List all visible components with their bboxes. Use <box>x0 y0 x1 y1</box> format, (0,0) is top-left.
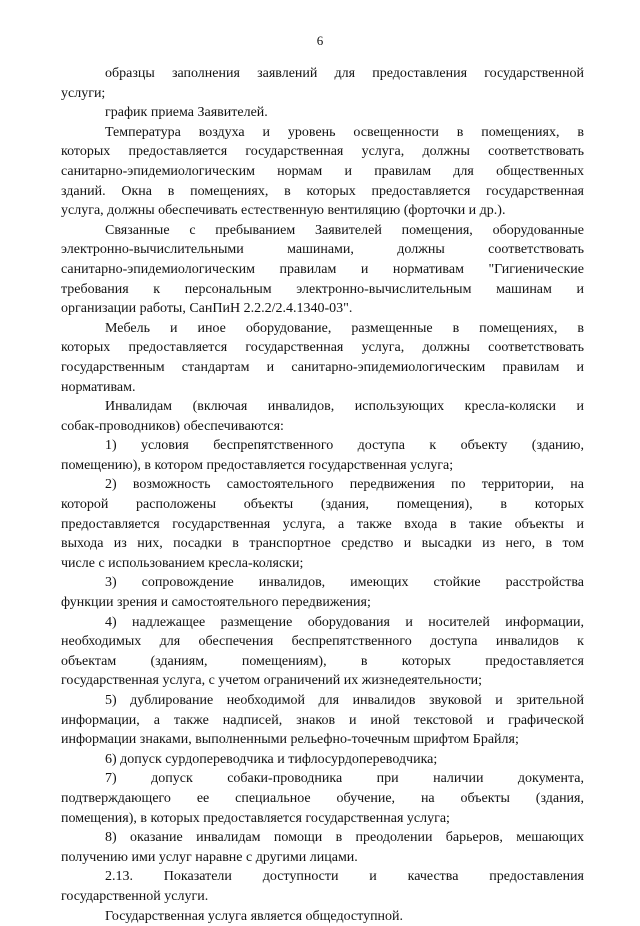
paragraph <box>61 221 584 319</box>
paragraph-line: помещения), в которых предоставляется государственная услуга; <box>61 810 450 826</box>
paragraph-line: нормативам. <box>61 379 136 395</box>
paragraph-line: 5) дублирование необходимой для инвалидов звуковой и зрительной <box>105 693 584 708</box>
paragraph <box>61 475 584 573</box>
paragraph-line: государственной услуги. <box>61 888 209 904</box>
paragraph-line: организации работы, СанПиН 2.2.2/2.4.1340-03". <box>61 301 353 317</box>
paragraph <box>61 907 584 926</box>
paragraph <box>61 867 584 906</box>
paragraph-line: предоставляется государственная услуга, а также входа в такие объекты и <box>61 516 584 532</box>
paragraph-line: график приема Заявителей. <box>105 105 268 121</box>
paragraph-line: зданий. Окна в помещениях, в которых предоставляется государственная <box>61 183 584 199</box>
paragraph-line: 6) допуск сурдопереводчика и тифлосурдопереводчика; <box>105 751 438 767</box>
document-body <box>61 64 584 926</box>
paragraph-line: санитарно-эпидемиологическим нормам и правилам для общественных <box>61 163 584 179</box>
paragraph-line: электронно-вычислительными машинами, должны соответствовать <box>61 242 584 258</box>
paragraph-line: образцы заполнения заявлений для предоставления государственной <box>105 66 584 81</box>
paragraph <box>61 769 584 828</box>
paragraph <box>61 64 584 103</box>
paragraph-line: помещению), в котором предоставляется государственная услуга; <box>61 457 454 473</box>
paragraph-line: которых предоставляется государственная услуга, должны соответствовать <box>61 340 584 356</box>
paragraph <box>61 750 584 770</box>
paragraph-line: 7) допуск собаки-проводника при наличии документа, <box>105 771 584 787</box>
paragraph-line: объектам (зданиям, помещениям), в которых предоставляется <box>61 653 584 669</box>
paragraph-line: государственная услуга, с учетом ограничений их жизнедеятельности; <box>61 673 483 689</box>
paragraph-line: 8) оказание инвалидам помощи в преодолении барьеров, мешающих <box>105 830 584 846</box>
paragraph-line: Температура воздуха и уровень освещенности в помещениях, в <box>105 124 584 140</box>
paragraph-line: требования к персональным электронно-вычислительным машинам и <box>61 281 584 297</box>
paragraph-line: санитарно-эпидемиологическим правилам и нормативам "Гигиенические <box>61 261 584 277</box>
paragraph-line: выхода из них, посадки в транспортное средство и высадки из него, в том <box>61 536 584 552</box>
paragraph <box>61 319 584 397</box>
paragraph-line: 3) сопровождение инвалидов, имеющих стойкие расстройства <box>105 575 584 591</box>
paragraph-line: Государственная услуга является общедоступной. <box>105 908 404 924</box>
paragraph-line: 2.13. Показатели доступности и качества предоставления <box>105 869 584 885</box>
paragraph <box>61 397 584 436</box>
paragraph-line: подтверждающего ее специальное обучение, на объекты (здания, <box>61 790 584 806</box>
paragraph-line: которой расположены объекты (здания, помещения), в которых <box>61 497 584 513</box>
paragraph-line: информации знаками, выполненными рельефно-точечным шрифтом Брайля; <box>61 732 519 748</box>
paragraph-line: собак-проводников) обеспечиваются: <box>61 418 284 434</box>
paragraph-line: информации, а также надписей, знаков и иной текстовой и графической <box>61 712 584 728</box>
paragraph-line: 2) возможность самостоятельного передвижения по территории, на <box>105 477 584 493</box>
paragraph <box>61 573 584 612</box>
paragraph-line: Инвалидам (включая инвалидов, использующих кресла-коляски и <box>105 399 584 415</box>
paragraph <box>61 828 584 867</box>
paragraph-line: государственным стандартам и санитарно-эпидемиологическим правилам и <box>61 359 584 375</box>
page-number: 6 <box>316 33 324 48</box>
paragraph <box>61 436 584 475</box>
paragraph-line: Связанные с пребыванием Заявителей помещения, оборудованные <box>105 222 584 238</box>
paragraph-line: 4) надлежащее размещение оборудования и носителей информации, <box>105 614 584 630</box>
paragraph-line: услуга, должны обеспечивать естественную вентиляцию (форточки и др.). <box>61 203 506 219</box>
paragraph-line: Мебель и иное оборудование, размещенные в помещениях, в <box>105 320 584 336</box>
paragraph-line: необходимых для обеспечения беспрепятственного доступа инвалидов к <box>61 634 584 650</box>
paragraph <box>61 103 584 123</box>
paragraph-line: услуги; <box>61 85 106 101</box>
paragraph-line: которых предоставляется государственная услуга, должны соответствовать <box>61 144 584 160</box>
paragraph <box>61 123 584 221</box>
paragraph-line: получению ими услуг наравне с другими лицами. <box>61 849 358 865</box>
paragraph-line: числе с использованием кресла-коляски; <box>61 555 304 571</box>
paragraph-line: функции зрения и самостоятельного передвижения; <box>61 595 371 611</box>
paragraph <box>61 691 584 750</box>
paragraph-line: 1) условия беспрепятственного доступа к объекту (зданию, <box>105 438 584 454</box>
paragraph <box>61 613 584 691</box>
